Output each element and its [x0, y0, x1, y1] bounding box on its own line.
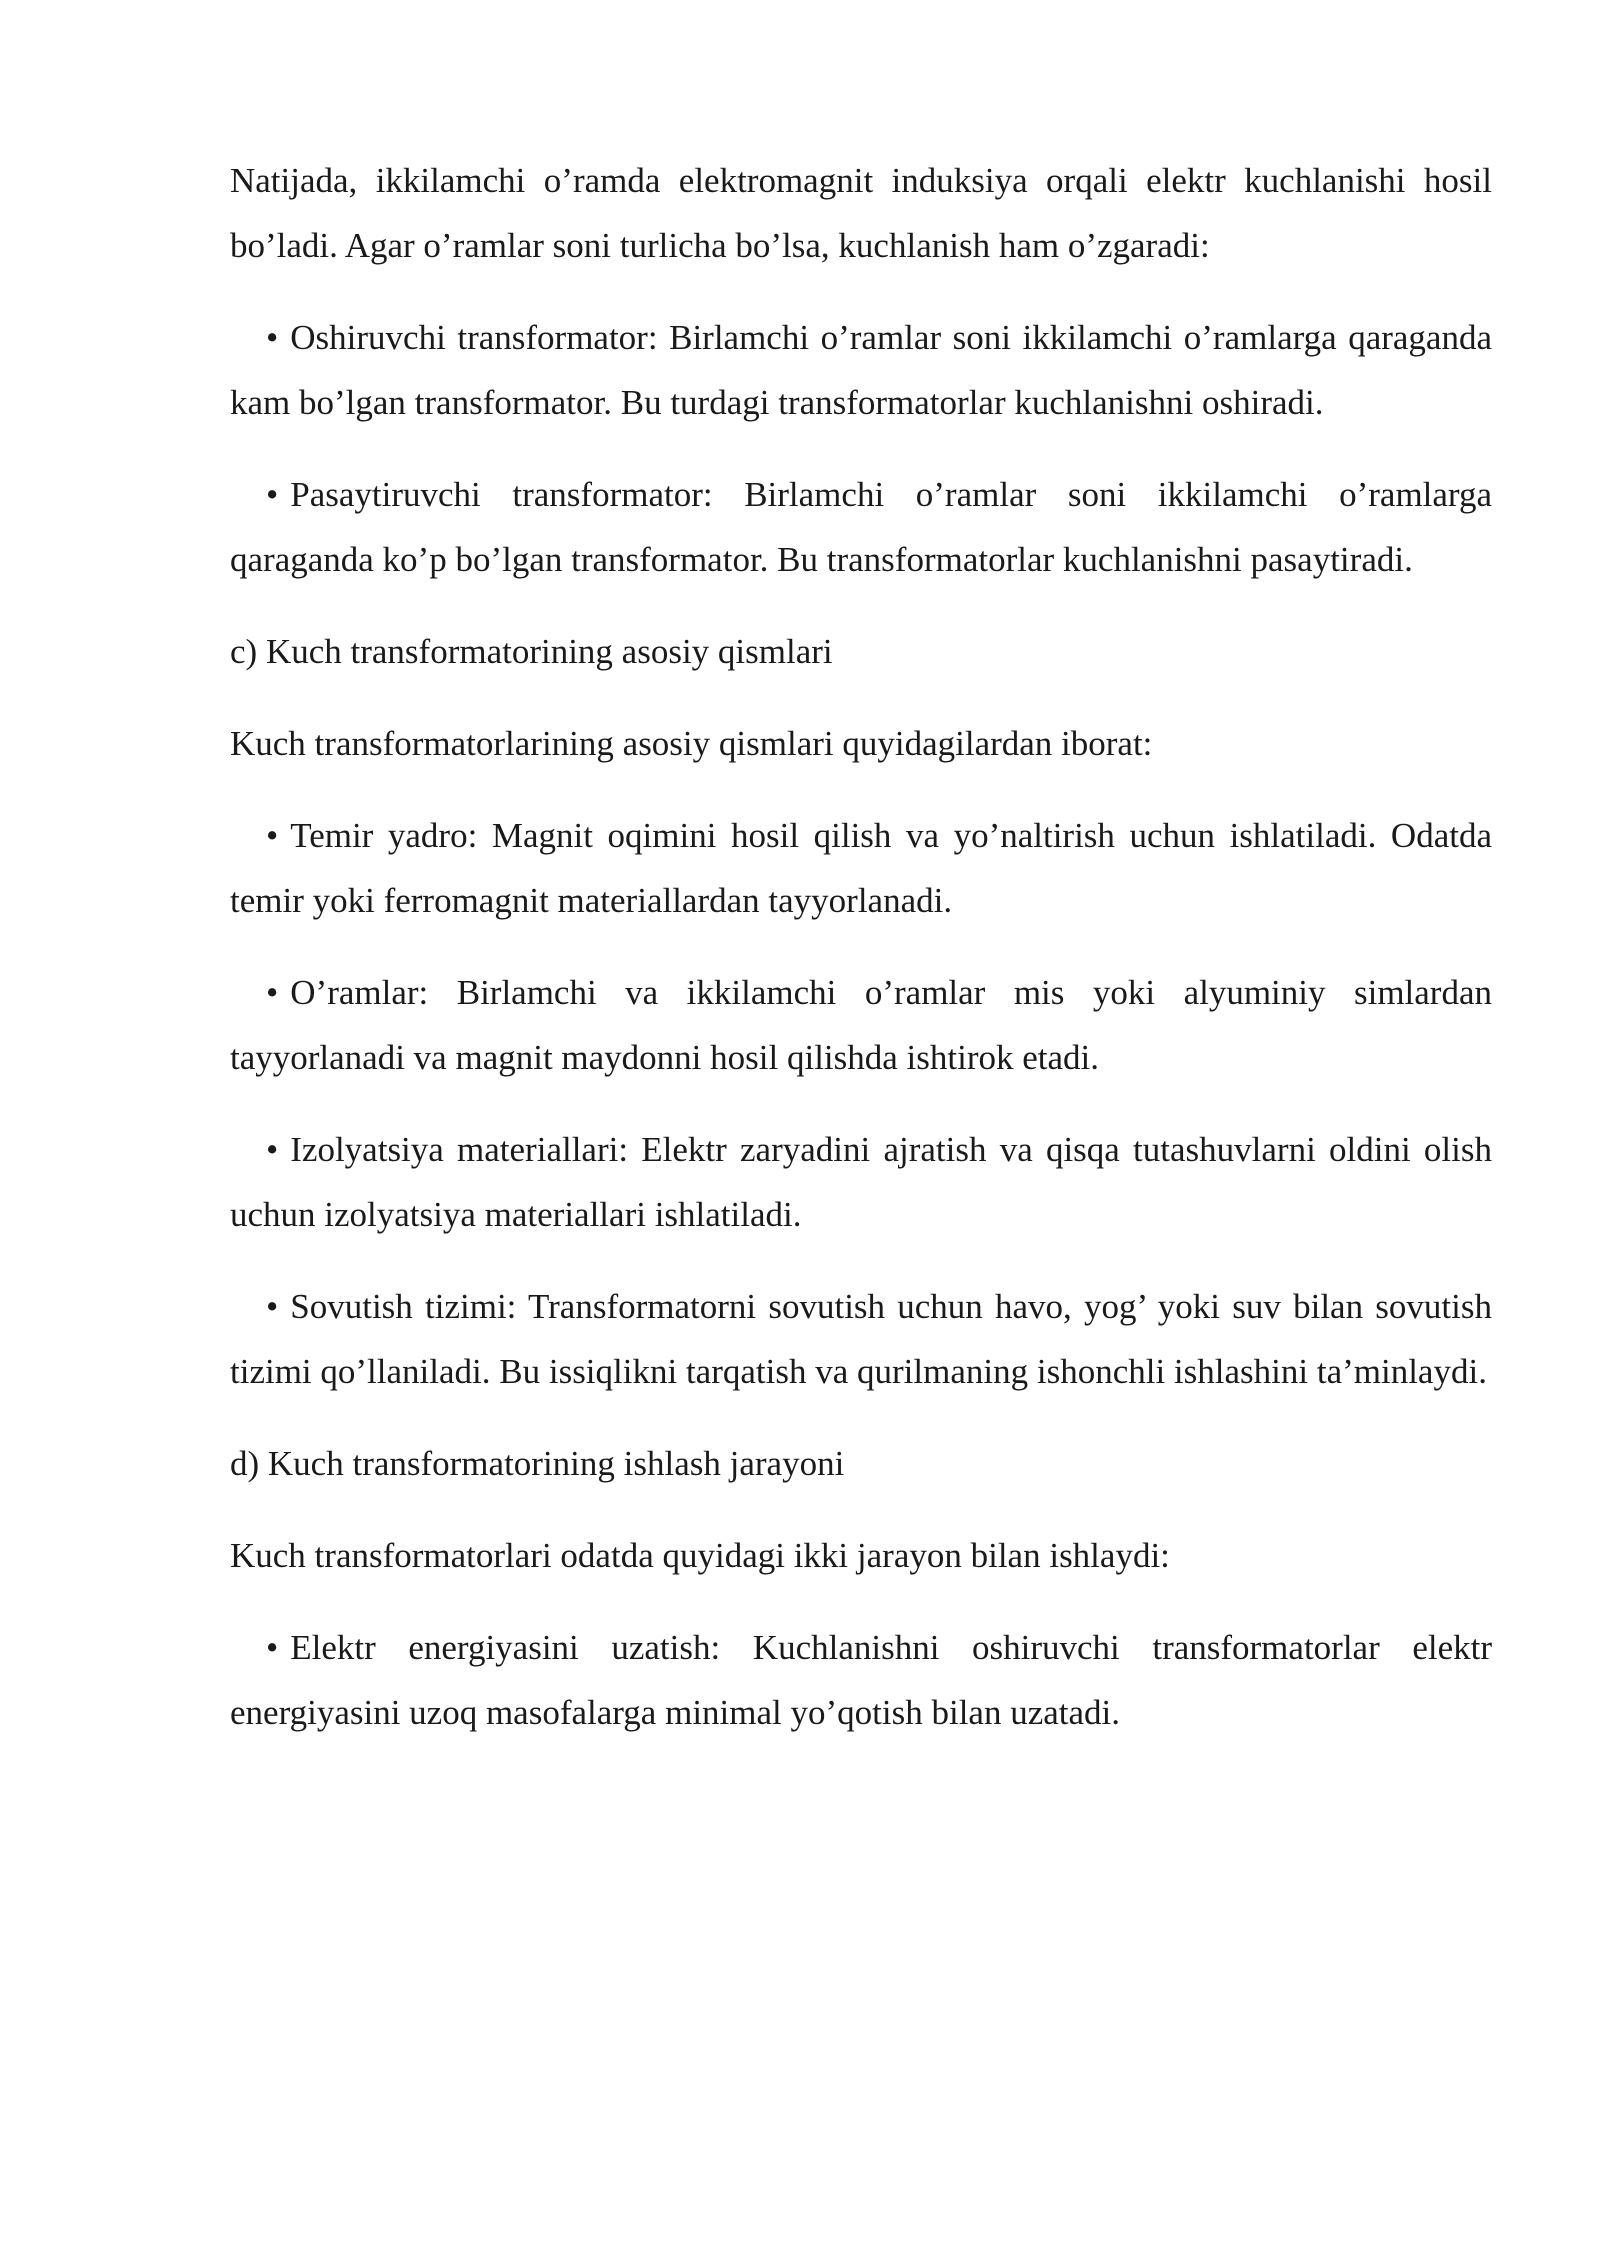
bullet-icon: •	[266, 318, 279, 357]
section-heading-c: c) Kuch transformatorining asosiy qismlari	[230, 632, 833, 671]
bullet-text: Temir yadro: Magnit oqimini hosil qilish va yo’naltirish uchun ishlatiladi. Odatda temir yoki ferromagnit materiallardan tayyorlanadi.	[230, 816, 1492, 920]
bullet-energy-transmission	[230, 1615, 1492, 1745]
bullet-cooling-system	[230, 1274, 1492, 1404]
paragraph-intro: Natijada, ikkilamchi o’ramda elektromagnit induksiya orqali elektr kuchlanishi hosil bo’ladi. Agar o’ramlar soni turlicha bo’lsa, kuchlanish ham o’zgaradi:	[230, 161, 1492, 265]
bullet-text: Sovutish tizimi: Transformatorni sovutish uchun havo, yog’ yoki suv bilan sovutish tizimi qo’llaniladi. Bu issiqlikni tarqatish va qurilmaning ishonchli ishlashini ta’minlaydi.	[230, 1287, 1492, 1391]
bullet-icon: •	[266, 1287, 279, 1326]
bullet-icon: •	[266, 973, 279, 1012]
bullet-icon: •	[266, 475, 279, 514]
bullet-text: Elektr energiyasini uzatish: Kuchlanishni oshiruvchi transformatorlar elektr energiyasini uzoq masofalarga minimal yo’qotish bilan uzatadi.	[230, 1628, 1492, 1732]
bullet-insulation	[230, 1117, 1492, 1247]
bullet-iron-core	[230, 803, 1492, 933]
document-page	[230, 148, 1492, 1772]
bullet-text: Oshiruvchi transformator: Birlamchi o’ramlar soni ikkilamchi o’ramlarga qaraganda kam bo’lgan transformator. Bu turdagi transformatorlar kuchlanishni oshiradi.	[230, 318, 1492, 422]
bullet-text: Pasaytiruvchi transformator: Birlamchi o’ramlar soni ikkilamchi o’ramlarga qaraganda ko’p bo’lgan transformator. Bu transformatorlar kuchlanishni pasaytiradi.	[230, 475, 1492, 579]
bullet-step-down-transformer	[230, 462, 1492, 592]
bullet-icon: •	[266, 816, 279, 855]
paragraph-main-parts: Kuch transformatorlarining asosiy qismlari quyidagilardan iborat:	[230, 724, 1153, 763]
bullet-icon: •	[266, 1628, 279, 1667]
bullet-step-up-transformer	[230, 305, 1492, 435]
paragraph-two-processes: Kuch transformatorlari odatda quyidagi ikki jarayon bilan ishlaydi:	[230, 1536, 1170, 1575]
section-heading-d: d) Kuch transformatorining ishlash jarayoni	[230, 1444, 845, 1483]
bullet-windings	[230, 960, 1492, 1090]
bullet-icon: •	[266, 1130, 279, 1169]
bullet-text: Izolyatsiya materiallari: Elektr zaryadini ajratish va qisqa tutashuvlarni oldini olish uchun izolyatsiya materiallari ishlatiladi.	[230, 1130, 1492, 1234]
bullet-text: O’ramlar: Birlamchi va ikkilamchi o’ramlar mis yoki alyuminiy simlardan tayyorlanadi va magnit maydonni hosil qilishda ishtirok etadi.	[230, 973, 1492, 1077]
